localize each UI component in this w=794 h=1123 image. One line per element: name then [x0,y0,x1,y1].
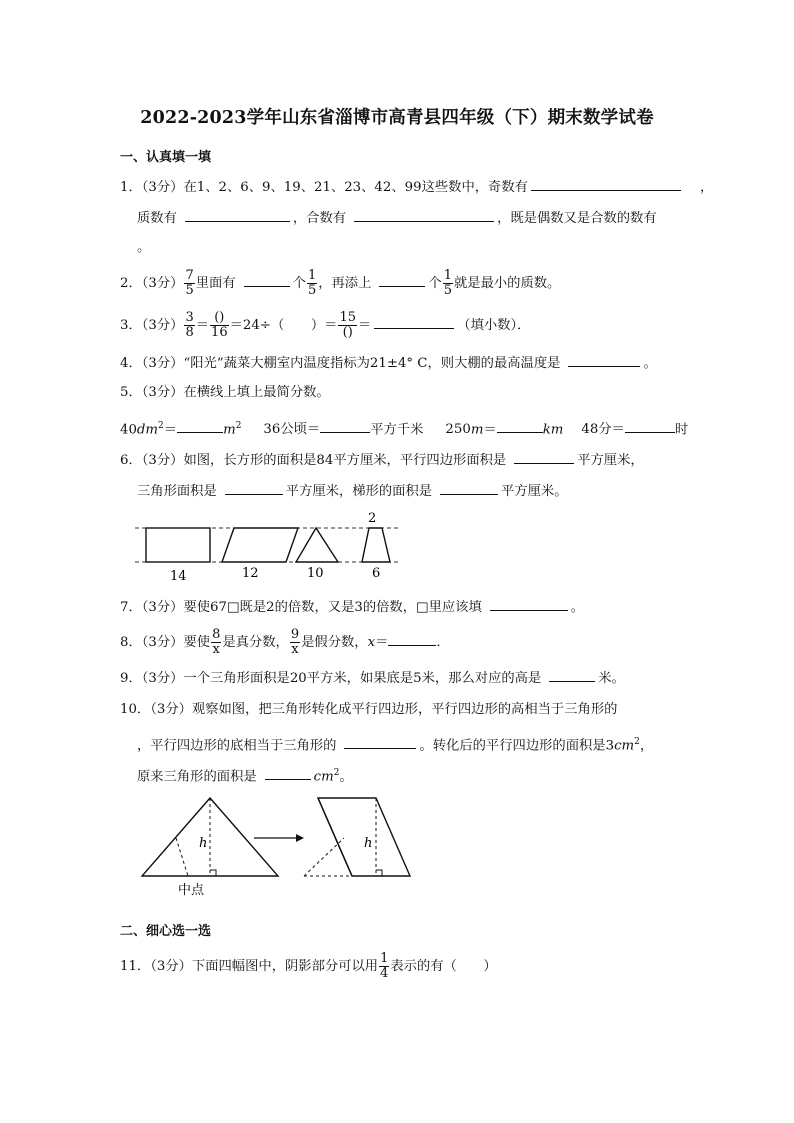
q2-f1-num: 7 [185,268,194,283]
q5-dm: dm [136,422,159,438]
q6-triangle [296,528,338,562]
q5-m: m [223,422,236,438]
q10-text-d: 原来三角形的面积是 [137,769,257,785]
q2-fraction-1 [184,269,194,298]
q5-answer-blank-3[interactable] [497,418,543,433]
q2-t4: 个 [428,276,442,291]
q1-text-d: ，合数有 [292,211,347,226]
q11-f-num: 1 [380,951,389,966]
q2-t2: 个 [292,276,306,291]
q3-f2-num[interactable]: () [210,311,229,326]
q2-t3: ，再添上 [318,276,372,291]
question-1-line-2 [137,207,657,229]
q6-answer-blank-3[interactable] [440,480,498,495]
q10-end: 。 [339,769,353,785]
q8-text-a: 8．（3分）要使 [120,635,211,650]
q10-h-label-1: h [199,836,208,851]
q8-end: ． [436,635,450,650]
question-10-line-1: 10．（3分）观察如图，把三角形转化成平行四边形，平行四边形的高相当于三角形的 [120,702,618,717]
q6-parallelogram [222,528,298,562]
q10-right-angle-2 [376,870,382,876]
q1-text-e: ，既是偶数又是合数的数有 [497,211,657,226]
q3-eq: ＝ [195,318,210,333]
q10-text-c: ， [639,738,654,754]
q2-answer-blank-2[interactable] [379,272,425,287]
question-7 [120,596,584,618]
q6-answer-blank-2[interactable] [225,480,283,495]
q11-f-den: 4 [380,966,389,981]
q6-text-a: 6．（3分）如图，长方形的面积是84平方厘米，平行四边形面积是 [120,453,507,468]
q5-hectare: 36公顷＝ [263,422,321,438]
q10-cm-sq-2: 2 [333,768,340,778]
q5-eq1: ＝ [163,422,178,438]
question-3 [120,311,530,340]
q2-fraction-3 [443,269,453,298]
q10-answer-blank-2[interactable] [265,765,311,780]
q2-answer-blank-1[interactable] [244,272,290,287]
q1-line-3: 。 [137,240,151,255]
question-6-line-2 [137,480,568,502]
q10-text-a: ，平行四边形的底相当于三角形的 [137,738,337,754]
q8-answer-blank[interactable] [388,631,436,646]
q10-answer-blank-1[interactable] [344,734,416,749]
q4-end: 。 [643,356,657,371]
q10-right-angle-1 [210,870,216,876]
q8-f1-den: x [212,642,220,657]
q9-answer-blank[interactable] [549,667,595,682]
q6-rectangle [146,528,210,562]
question-10-line-2 [137,732,653,756]
q2-f2-num: 1 [307,268,317,283]
q6-label-2: 2 [368,511,377,526]
q5-sqkm: 平方千米 [370,422,424,438]
q8-text-b: 是真分数， [222,635,289,650]
q8-x: x [367,635,376,650]
q6-label-6: 6 [372,566,381,581]
q6-text-c: 三角形面积是 [137,484,217,499]
q2-f3-den: 5 [443,283,452,298]
question-9 [120,667,625,689]
q3-t3: （填小数）． [457,318,531,333]
q5-meter: m [470,422,484,438]
q10-midpoint-label: 中点 [178,883,205,898]
q4-text: 4．（3分）“阳光”蔬菜大棚室内温度指标为21±4° C，则大棚的最高温度是 [120,356,561,371]
q6-trapezoid [362,528,390,562]
q1-answer-blank-prime[interactable] [185,207,290,222]
q8-fraction-2 [290,628,300,657]
q3-fraction-2 [210,311,229,340]
q8-f2-den: x [291,642,299,657]
question-6-line-1 [120,449,644,471]
q7-end: 。 [570,600,585,615]
q6-text-e: 平方厘米。 [501,484,568,499]
question-8 [120,628,450,657]
q5-40: 40 [120,422,137,438]
q5-250: 250 [445,422,471,438]
q1-text-b: ， [699,180,714,195]
q4-answer-blank[interactable] [568,352,640,367]
q5-km: km [542,422,564,438]
q9-end: 米。 [598,671,625,686]
q10-h-label-2: h [364,836,373,851]
q3-f1-num: 3 [185,310,194,325]
q11-text-b: 表示的有（ ） [390,959,497,974]
q10-cm-2: cm [313,769,334,785]
q6-text-b: 平方厘米， [577,453,644,468]
q10-cm-sq: 2 [634,737,640,747]
q3-prefix: 3．（3分） [120,318,184,333]
q10-text-b: 。转化后的平行四边形的面积是3 [419,738,615,754]
q8-text-c: 是假分数， [301,635,368,650]
q1-answer-blank-composite[interactable] [354,207,494,222]
q3-answer-blank[interactable] [374,314,454,329]
q2-f2-den: 5 [307,283,317,298]
q6-label-10: 10 [307,566,324,581]
q8-eq: ＝ [375,635,389,650]
q2-fraction-2 [307,269,317,298]
q10-midpoint-cut-line [176,838,188,876]
q5-dm-sq: 2 [158,421,164,431]
q10-left-side [318,798,352,876]
q3-f1-den: 8 [185,325,194,340]
q1-text-c: 质数有 [137,211,177,226]
section-heading-1: 一、认真填一填 [120,150,212,165]
question-4 [120,352,657,374]
q2-t5: 就是最小的质数。 [453,276,561,291]
q1-answer-blank-odd[interactable] [531,176,681,191]
q1-text-a: 1．（3分）在1、2、6、9、19、21、23、42、99这些数中，奇数有 [120,180,528,195]
q2-t1: 里面有 [195,276,236,291]
question-2 [120,269,560,298]
q6-answer-blank-1[interactable] [514,449,574,464]
q2-f1-den: 5 [185,283,194,298]
q5-m-sq: 2 [235,421,242,431]
q9-text: 9．（3分）一个三角形面积是20平方米，如果底是5米，那么对应的高是 [120,671,542,686]
question-1-line-1 [120,176,713,198]
section-heading-2: 二、细心选一选 [120,924,212,939]
q3-f3-num: 15 [339,310,356,325]
q3-t2: ＝ [357,318,372,333]
q7-text: 7．（3分）要使67□既是2的倍数，又是3的倍数，□里应该填 [120,600,482,615]
q10-cm: cm [614,738,635,754]
q3-f3-den[interactable]: () [342,325,353,340]
question-11 [120,952,497,981]
page-title: 2022-2023学年山东省淄博市高青县四年级（下）期末数学试卷 [140,108,654,128]
q5-answer-blank-4[interactable] [625,418,675,433]
question-10-line-3 [137,763,353,787]
q7-answer-blank[interactable] [490,596,568,611]
q3-t1: ＝24÷（ ）＝ [229,318,338,333]
q2-prefix: 2．（3分） [120,276,184,291]
q3-fraction-3 [338,311,357,340]
q8-f2-num: 9 [290,627,300,642]
question-5: 5．（3分）在横线上填上最简分数。 [120,385,330,400]
q5-hour: 时 [674,422,689,438]
q11-text-a: 11．（3分）下面四幅图中，阴影部分可以用 [120,959,379,974]
q5-answer-blank-1[interactable] [177,418,223,433]
q8-fraction-1 [211,628,221,657]
q10-figure [136,792,426,902]
q3-fraction-1 [184,311,194,340]
q6-text-d: 平方厘米，梯形的面积是 [285,484,433,499]
q8-f1-num: 8 [212,627,221,642]
q6-figure [130,508,420,588]
q10-arrow-head [296,834,304,842]
q5-answer-blank-2[interactable] [320,418,370,433]
q2-f3-num: 1 [443,268,452,283]
q6-label-14: 14 [170,569,187,584]
q6-label-12: 12 [242,566,259,581]
q3-f2-den: 16 [211,325,228,340]
q11-fraction [379,952,389,981]
question-5-conversions [120,416,688,440]
q5-minutes: 48分＝ [581,422,625,438]
q5-eq2: ＝ [483,422,497,438]
